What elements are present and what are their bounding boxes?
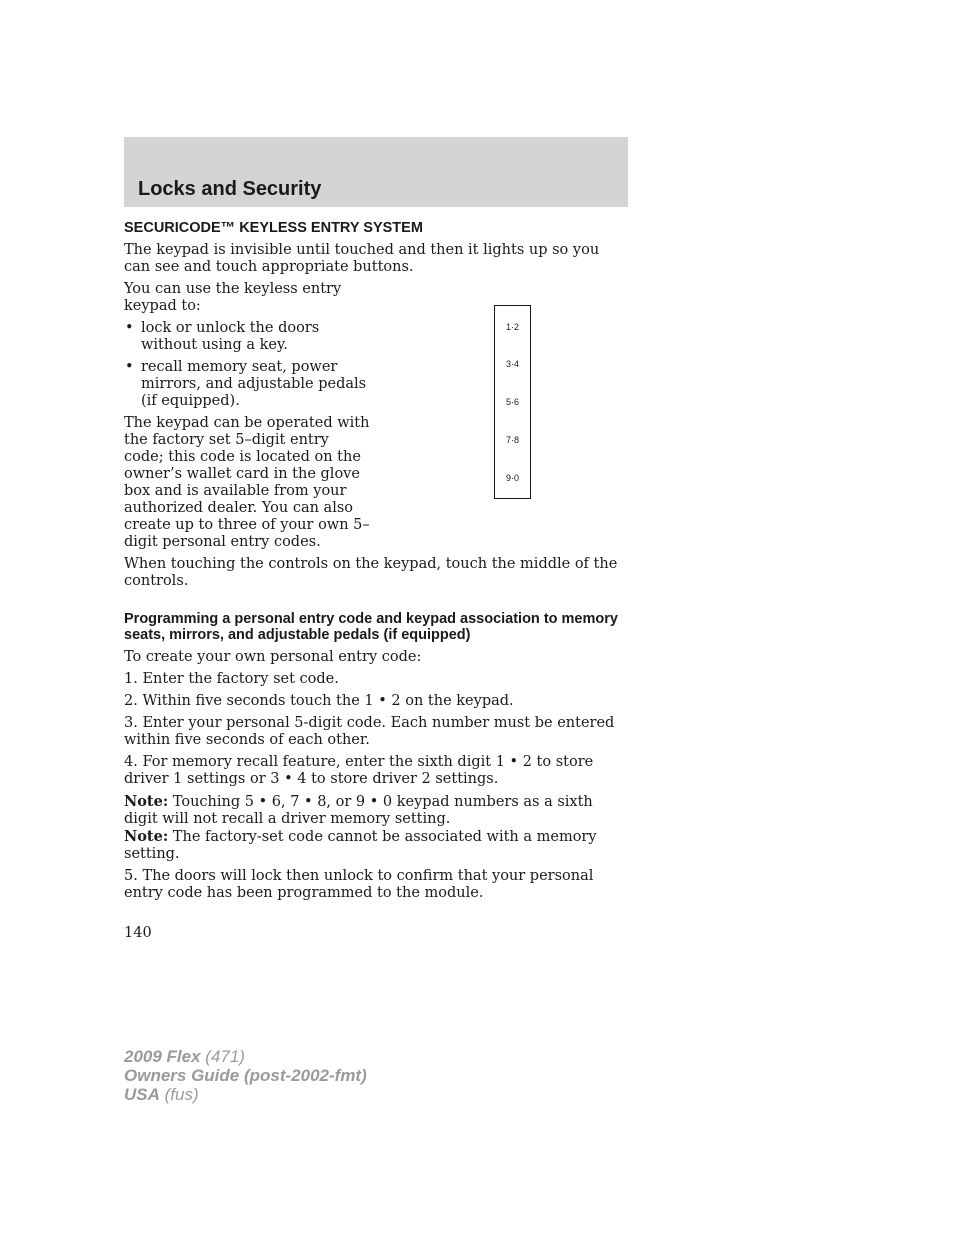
footer-market-code: (fus) bbox=[159, 1085, 199, 1104]
paragraph-factory-code: The keypad can be operated with the factory set 5–digit entry code; this code is located on the owner’s wallet card in the glove box and is available from your authorized dealer. You can also create up to three of your own 5–digit personal entry codes. bbox=[124, 415, 370, 550]
keypad-key-7-8: 7·8 bbox=[505, 435, 519, 445]
section-header-title: Locks and Security bbox=[138, 178, 322, 200]
keyless-entry-heading: SECURICODE™ KEYLESS ENTRY SYSTEM bbox=[124, 220, 423, 236]
section-header-band bbox=[124, 137, 628, 207]
footer-market: USA bbox=[124, 1085, 160, 1104]
list-item-text: recall memory seat, power mirrors, and adjustable pedals (if equipped). bbox=[141, 359, 367, 409]
list-item bbox=[124, 359, 372, 410]
programming-step-3: 3. Enter your personal 5-digit code. Each number must be entered within five seconds of each other. bbox=[124, 715, 615, 748]
paragraph-keypad-uses: You can use the keyless entry keypad to: bbox=[124, 281, 342, 314]
keypad-key-9-0: 9·0 bbox=[505, 473, 519, 483]
list-item-text: lock or unlock the doors without using a key. bbox=[141, 320, 320, 353]
keypad-uses-list bbox=[124, 320, 372, 410]
bullet-glyph: • bbox=[125, 320, 134, 336]
note-label: Note: bbox=[124, 793, 169, 810]
programming-heading: Programming a personal entry code and keypad association to memory seats, mirrors, and adjustable pedals (if equipped) bbox=[124, 611, 618, 643]
note-sixth-digit bbox=[124, 793, 629, 828]
footer-model-code: (471) bbox=[200, 1047, 245, 1066]
page-number: 140 bbox=[124, 925, 152, 941]
programming-step-2: 2. Within five seconds touch the 1 • 2 on the keypad. bbox=[124, 693, 514, 709]
notes-block bbox=[124, 793, 629, 863]
keypad-illustration bbox=[494, 305, 531, 499]
note-text: Touching 5 • 6, 7 • 8, or 9 • 0 keypad numbers as a sixth digit will not recall a driver memory setting. bbox=[124, 794, 593, 827]
paragraph-touch-middle: When touching the controls on the keypad, touch the middle of the controls. bbox=[124, 556, 618, 589]
note-text: The factory-set code cannot be associated with a memory setting. bbox=[124, 829, 597, 862]
footer-line-guide bbox=[124, 1066, 367, 1085]
document-footer bbox=[124, 1047, 367, 1104]
programming-step-4: 4. For memory recall feature, enter the sixth digit 1 • 2 to store driver 1 settings or 3 • 4 to store driver 2 settings. bbox=[124, 754, 594, 787]
footer-line-market bbox=[124, 1085, 367, 1104]
programming-step-1: 1. Enter the factory set code. bbox=[124, 671, 339, 687]
footer-line-model bbox=[124, 1047, 367, 1066]
list-item bbox=[124, 320, 372, 354]
bullet-glyph: • bbox=[125, 359, 134, 375]
note-factory-code bbox=[124, 828, 629, 863]
keypad-key-3-4: 3·4 bbox=[505, 359, 519, 369]
footer-model: 2009 Flex bbox=[124, 1047, 201, 1066]
programming-step-5: 5. The doors will lock then unlock to confirm that your personal entry code has been programmed to the module. bbox=[124, 868, 594, 901]
keypad-key-5-6: 5·6 bbox=[505, 397, 519, 407]
footer-guide: Owners Guide (post-2002-fmt) bbox=[124, 1066, 367, 1085]
paragraph-keypad-invisible: The keypad is invisible until touched and then it lights up so you can see and touch appropriate buttons. bbox=[124, 242, 600, 275]
programming-intro: To create your own personal entry code: bbox=[124, 649, 422, 665]
keypad-key-1-2: 1·2 bbox=[505, 322, 519, 332]
note-label: Note: bbox=[124, 828, 169, 845]
page-content bbox=[124, 220, 629, 907]
